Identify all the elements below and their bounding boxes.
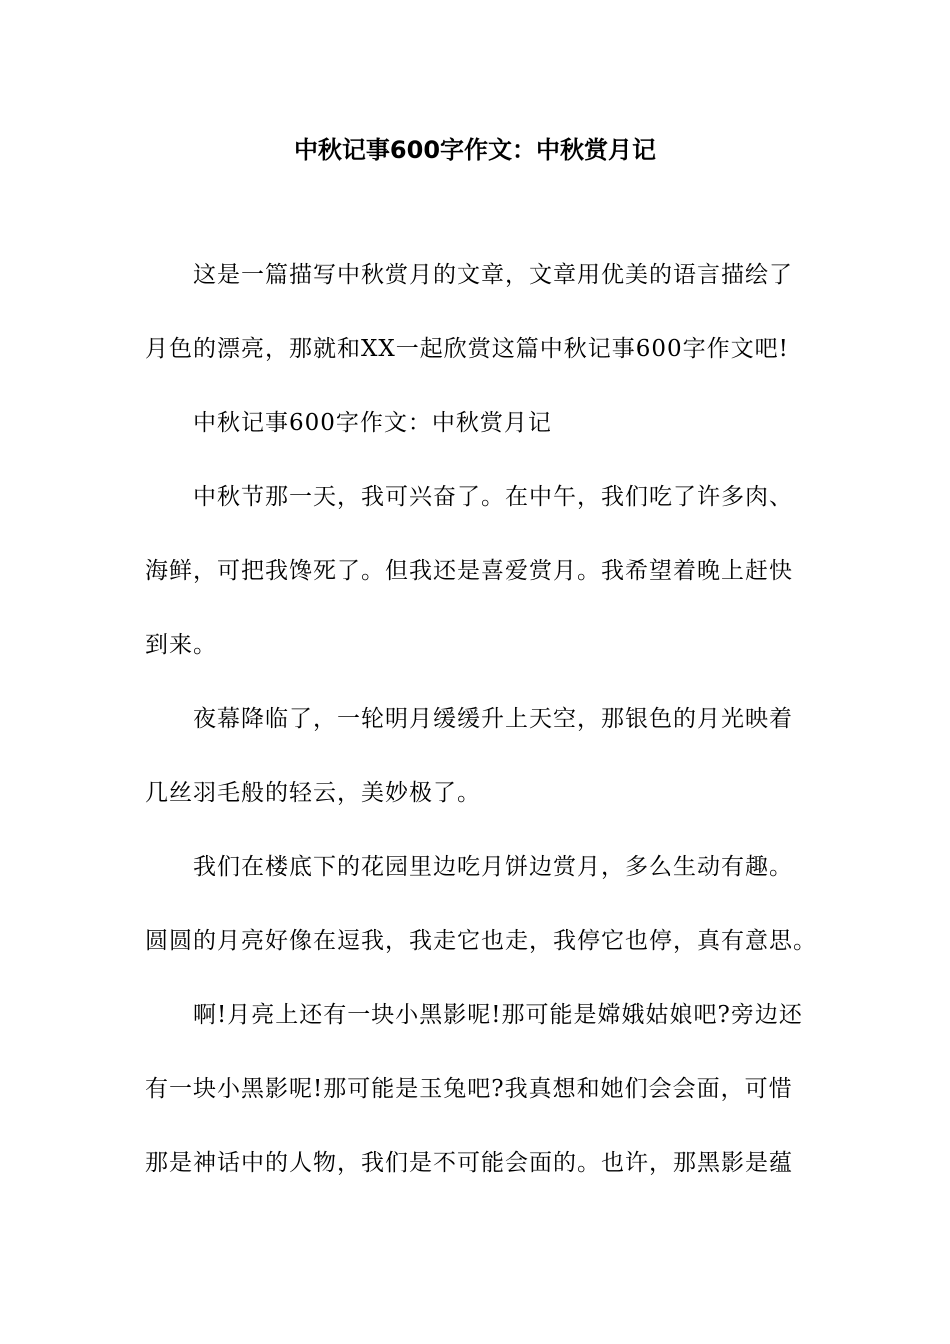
paragraph-line: 那是神话中的人物，我们是不可能会面的。也许，那黑影是蕴 bbox=[145, 1150, 793, 1176]
paragraph-line: 这是一篇描写中秋赏月的文章，文章用优美的语言描绘了 bbox=[193, 262, 793, 288]
paragraph-line: 海鲜，可把我馋死了。但我还是喜爱赏月。我希望着晚上赶快 bbox=[145, 558, 793, 584]
paragraph-line: 夜幕降临了，一轮明月缓缓升上天空，那银色的月光映着 bbox=[193, 706, 793, 732]
document-body bbox=[145, 250, 817, 1212]
paragraph-line: 月色的漂亮，那就和XX一起欣赏这篇中秋记事600字作文吧! bbox=[145, 336, 789, 362]
document-title: 中秋记事600字作文：中秋赏月记 bbox=[293, 136, 657, 164]
paragraph-line: 几丝羽毛般的轻云，美妙极了。 bbox=[145, 780, 481, 806]
paragraph-line: 有一块小黑影呢!那可能是玉兔吧?我真想和她们会会面，可惜 bbox=[145, 1076, 793, 1102]
paragraph-line: 中秋节那一天，我可兴奋了。在中午，我们吃了许多肉、 bbox=[193, 484, 793, 510]
paragraph-line: 圆圆的月亮好像在逗我，我走它也走，我停它也停，真有意思。 bbox=[145, 928, 817, 954]
paragraph-line: 我们在楼底下的花园里边吃月饼边赏月，多么生动有趣。 bbox=[193, 854, 793, 880]
paragraph-line: 到来。 bbox=[145, 632, 217, 658]
paragraph-line: 啊!月亮上还有一块小黑影呢!那可能是嫦娥姑娘吧?旁边还 bbox=[193, 1002, 803, 1028]
paragraph-line: 中秋记事600字作文：中秋赏月记 bbox=[193, 410, 552, 436]
